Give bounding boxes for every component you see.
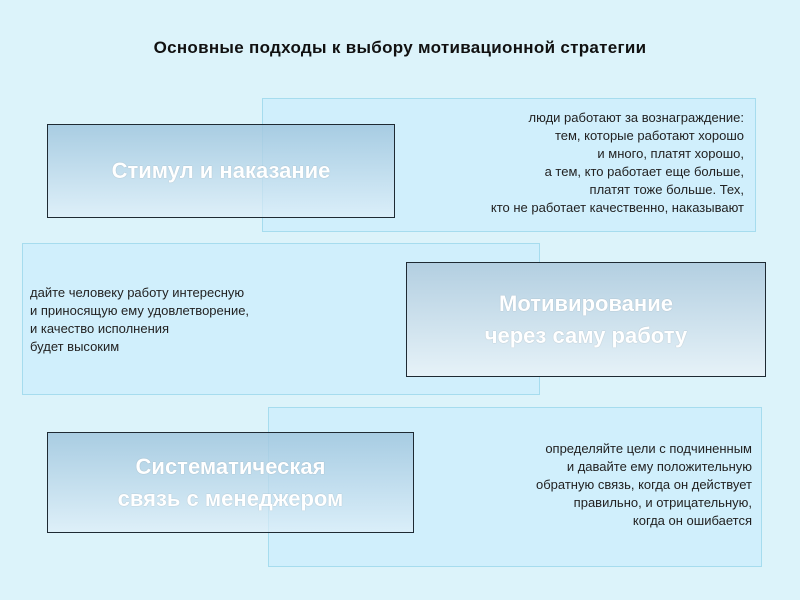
approach-box-1	[47, 124, 395, 218]
approach-box-2	[406, 262, 766, 377]
approach-box-3	[47, 432, 414, 533]
description-text-3: определяйте цели с подчиненным и давайте ему положительную обратную связь, когда он действует правильно, и отрицательную, когда он ошибается	[535, 441, 752, 528]
slide-title: Основные подходы к выбору мотивационной стратегии	[153, 38, 647, 57]
description-text-2: дайте человеку работу интересную и приносящую ему удовлетворение, и качество исполнения будет высоким	[30, 285, 250, 354]
approach-label-2: Мотивирование через саму работу	[484, 290, 688, 348]
description-text-1: люди работают за вознаграждение: тем, которые работают хорошо и много, платят хорошо, а тем, кто работает еще больше, платят тоже больше. Тех, кто не работает качественно, наказывают	[490, 110, 744, 215]
approach-label-3: Систематическая связь с менеджером	[117, 453, 344, 511]
approach-label-1: Стимул и наказание	[111, 158, 331, 183]
